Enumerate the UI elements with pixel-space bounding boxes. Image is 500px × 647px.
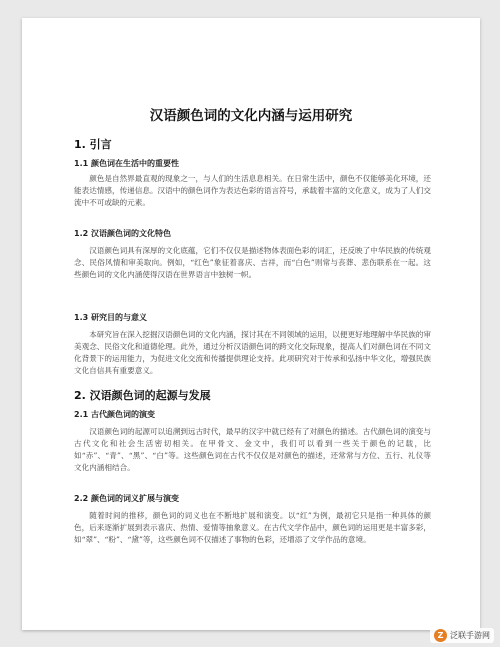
document-title: 汉语颜色词的文化内涵与运用研究 <box>149 108 353 124</box>
section-1-2-paragraph: 汉语颜色词具有深厚的文化底蕴，它们不仅仅是描述物体表面色彩的词汇，还反映了中华民族的传统观念、民俗风情和审美取向。例如，“红色”象征着喜庆、吉祥，而“白色”则常与丧葬、悲伤联系在一起。这些颜色词的文化内涵使得汉语在世界语言中独树一帜。 <box>74 246 431 279</box>
section-2-2-paragraph: 随着时间的推移，颜色词的词义也在不断地扩展和演变。以“红”为例，最初它只是指一种具体的颜色，后来逐渐扩展到表示喜庆、热情、爱情等抽象意义。在古代文学作品中，颜色词的运用更是丰富多彩，如“翠”、“粉”、“黛”等，这些颜色词不仅描述了事物的色彩，还增添了文学作品的意境。 <box>74 511 431 544</box>
section-2-1-paragraph: 汉语颜色词的起源可以追溯到远古时代，最早的汉字中就已经有了对颜色的描述。古代颜色词的演变与古代文化和社会生活密切相关。在甲骨文、金文中，我们可以看到一些关于颜色的记载，比如“赤”、“青”、“黑”、“白”等。这些颜色词在古代不仅仅是对颜色的描述，还常常与方位、五行、礼仪等文化内涵相结合。 <box>74 427 431 472</box>
section-2-heading: 2. 汉语颜色词的起源与发展 <box>74 389 211 402</box>
section-1-1-heading: 1.1 颜色词在生活中的重要性 <box>74 159 179 168</box>
section-1-3-paragraph: 本研究旨在深入挖掘汉语颜色词的文化内涵，探讨其在不同领域的运用，以便更好地理解中华民族的审美观念、民俗文化和道德伦理。此外，通过分析汉语颜色词的跨文化交际现象，提高人们对颜色词在不同文化背景下的运用能力，为促进文化交流和传播提供理论支持。此项研究对于传承和弘扬中华文化，增强民族文化自信具有重要意义。 <box>74 330 431 375</box>
site-watermark <box>430 628 494 643</box>
section-2-1-heading: 2.1 古代颜色词的演变 <box>74 410 155 419</box>
document-page <box>22 18 480 630</box>
section-1-3-heading: 1.3 研究目的与意义 <box>74 313 147 322</box>
section-1-heading: 1. 引言 <box>74 138 112 151</box>
site-logo-icon: Z <box>434 629 447 642</box>
section-1-1-paragraph: 颜色是自然界最直观的现象之一，与人们的生活息息相关。在日常生活中，颜色不仅能够美化环境，还能表达情感，传递信息。汉语中的颜色词作为表达色彩的语言符号，承载着丰富的文化意义，成为了人们交流中不可或缺的元素。 <box>74 174 431 207</box>
watermark-text: 泛联手游网 <box>450 631 490 640</box>
section-2-2-heading: 2.2 颜色词的词义扩展与演变 <box>74 494 179 503</box>
section-1-2-heading: 1.2 汉语颜色词的文化特色 <box>74 229 171 238</box>
